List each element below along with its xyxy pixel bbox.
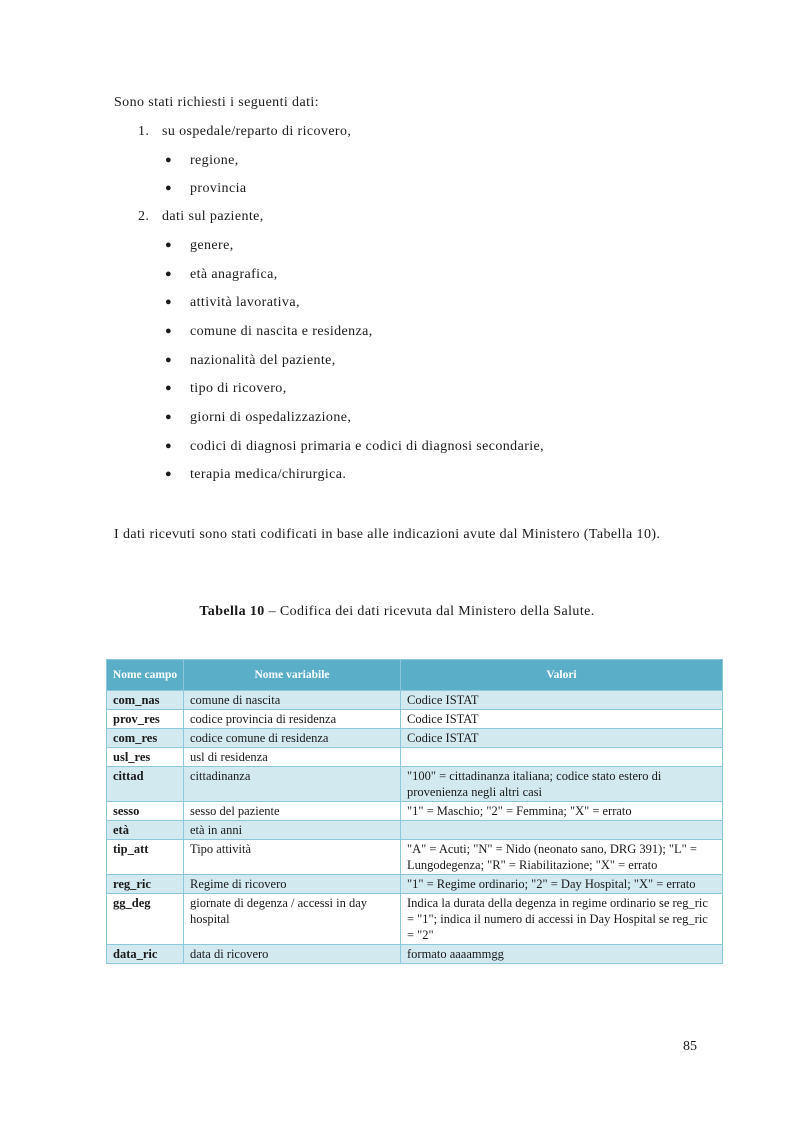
table-row: [107, 802, 723, 821]
table-row: [107, 729, 723, 748]
bullet-icon: ●: [165, 440, 173, 452]
table-row: [107, 710, 723, 729]
bullet-item: ● tipo di ricovero,: [165, 381, 287, 396]
field-name-cell: usl_res: [107, 748, 184, 767]
bullet-item: ● codici di diagnosi primaria e codici di diagnosi secondarie,: [165, 439, 545, 454]
values-cell: formato aaaammgg: [401, 945, 723, 964]
bullet-icon: ●: [165, 296, 173, 308]
values-cell: "A" = Acuti; "N" = Nido (neonato sano, DRG 391); "L" = Lungodegenza; "R" = Riabilitazione; "X" = errato: [401, 840, 723, 875]
field-name-cell: età: [107, 821, 184, 840]
bullet-item: ● terapia medica/chirurgica.: [165, 467, 347, 482]
column-header: Valori: [401, 660, 723, 691]
values-cell: [401, 821, 723, 840]
column-header: Nome variabile: [184, 660, 401, 691]
values-cell: "1" = Regime ordinario; "2" = Day Hospital; "X" = errato: [401, 875, 723, 894]
values-cell: Codice ISTAT: [401, 710, 723, 729]
table-row: [107, 894, 723, 945]
page-number: 85: [683, 1039, 697, 1054]
variable-name-cell: Regime di ricovero: [184, 875, 401, 894]
list-item-2: [138, 209, 264, 225]
intro-text: Sono stati richiesti i seguenti dati:: [114, 95, 319, 110]
list-number: 1.: [138, 124, 150, 139]
table-row: [107, 691, 723, 710]
table-row: [107, 767, 723, 802]
bullet-icon: ●: [165, 182, 173, 194]
bullet-item: ● provincia: [165, 181, 247, 196]
table-row: [107, 748, 723, 767]
field-name-cell: prov_res: [107, 710, 184, 729]
variable-name-cell: comune di nascita: [184, 691, 401, 710]
caption-label: Tabella 10: [199, 604, 265, 619]
variable-name-cell: usl di residenza: [184, 748, 401, 767]
variable-name-cell: Tipo attività: [184, 840, 401, 875]
values-cell: Indica la durata della degenza in regime ordinario se reg_ric = "1"; indica il numero di accessi in Day Hospital se reg_ric = "2": [401, 894, 723, 945]
table-caption: [0, 604, 794, 620]
field-name-cell: com_res: [107, 729, 184, 748]
field-name-cell: tip_att: [107, 840, 184, 875]
table-header-row: [107, 660, 723, 691]
variable-name-cell: età in anni: [184, 821, 401, 840]
field-name-cell: reg_ric: [107, 875, 184, 894]
values-cell: "100" = cittadinanza italiana; codice stato estero di provenienza negli altri casi: [401, 767, 723, 802]
body-paragraph: I dati ricevuti sono stati codificati in base alle indicazioni avute dal Ministero (Tabella 10).: [114, 527, 661, 542]
list-item-text: dati sul paziente,: [162, 209, 264, 224]
variable-name-cell: codice comune di residenza: [184, 729, 401, 748]
field-name-cell: cittad: [107, 767, 184, 802]
table-row: [107, 945, 723, 964]
values-cell: Codice ISTAT: [401, 691, 723, 710]
field-name-cell: data_ric: [107, 945, 184, 964]
variable-name-cell: cittadinanza: [184, 767, 401, 802]
bullet-icon: ●: [165, 468, 173, 480]
column-header: Nome campo: [107, 660, 184, 691]
bullet-icon: ●: [165, 239, 173, 251]
bullet-item: ● attività lavorativa,: [165, 295, 300, 310]
table-row: [107, 821, 723, 840]
list-number: 2.: [138, 209, 150, 224]
values-cell: [401, 748, 723, 767]
field-name-cell: gg_deg: [107, 894, 184, 945]
variable-name-cell: giornate di degenza / accessi in day hospital: [184, 894, 401, 945]
bullet-icon: ●: [165, 154, 173, 166]
bullet-item: ● età anagrafica,: [165, 267, 278, 282]
variable-name-cell: codice provincia di residenza: [184, 710, 401, 729]
bullet-icon: ●: [165, 411, 173, 423]
bullet-item: ● giorni di ospedalizzazione,: [165, 410, 352, 425]
values-cell: "1" = Maschio; "2" = Femmina; "X" = errato: [401, 802, 723, 821]
variable-name-cell: sesso del paziente: [184, 802, 401, 821]
bullet-item: ● comune di nascita e residenza,: [165, 324, 373, 339]
list-item-text: su ospedale/reparto di ricovero,: [162, 124, 352, 139]
values-cell: Codice ISTAT: [401, 729, 723, 748]
bullet-icon: ●: [165, 268, 173, 280]
bullet-icon: ●: [165, 325, 173, 337]
table-row: [107, 875, 723, 894]
caption-text: – Codifica dei dati ricevuta dal Ministero della Salute.: [264, 604, 595, 619]
bullet-icon: ●: [165, 382, 173, 394]
bullet-item: ● nazionalità del paziente,: [165, 353, 336, 368]
bullet-icon: ●: [165, 354, 173, 366]
field-name-cell: sesso: [107, 802, 184, 821]
data-table: [106, 659, 723, 964]
variable-name-cell: data di ricovero: [184, 945, 401, 964]
bullet-item: ● genere,: [165, 238, 234, 253]
table-row: [107, 840, 723, 875]
list-item-1: [138, 124, 351, 140]
bullet-item: ● regione,: [165, 153, 239, 168]
field-name-cell: com_nas: [107, 691, 184, 710]
